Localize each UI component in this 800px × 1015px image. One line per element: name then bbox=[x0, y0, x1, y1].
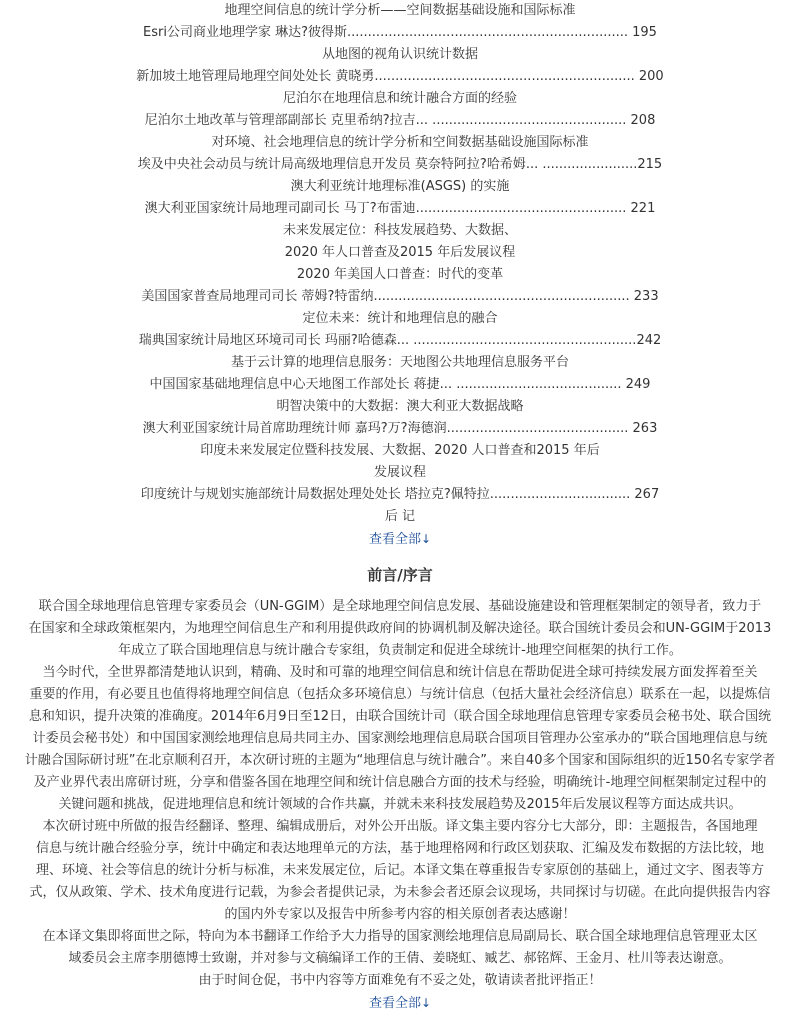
toc-line: 澳大利亚统计地理标准(ASGS) 的实施 bbox=[290, 179, 510, 194]
toc-line: 2020 年人口普查及2015 年后发展议程 bbox=[284, 245, 516, 260]
toc-line: 明智决策中的大数据：澳大利亚大数据战略 bbox=[276, 399, 524, 414]
preface-line: 及产业界代表出席研讨班，分享和借鉴各国在地理空间和统计信息融合方面的技术与经验，明确统计-地理空间框架制定过程中的 bbox=[33, 775, 767, 790]
toc-line: 澳大利亚国家统计局首席助理统计师 嘉玛?万?海德润............................................ 263 bbox=[142, 421, 658, 436]
preface-title: 前言/序言 bbox=[367, 566, 433, 584]
toc-line: 2020 年美国人口普查：时代的变革 bbox=[296, 267, 504, 282]
toc-line: 地理空间信息的统计学分析——空间数据基础设施和国际标准 bbox=[224, 3, 576, 18]
preface-body bbox=[4, 590, 796, 1014]
arrow-down-icon: ↓ bbox=[420, 532, 432, 546]
toc-line: 对环境、社会地理信息的统计学分析和空间数据基础设施国际标准 bbox=[211, 135, 589, 150]
toc-line: 新加坡土地管理局地理空间处处长 黄晓勇............................................................... 200 bbox=[136, 69, 664, 84]
toc-line: 埃及中央社会动员与统计局高级地理信息开发员 莫奈特阿拉?哈希姆... .......................215 bbox=[137, 157, 663, 172]
preface-line: 计委员会秘书处）和中国国家测绘地理信息局共同主办、国家测绘地理信息局联合国项目管理办公室承办的“联合国地理信息与统 bbox=[32, 731, 768, 746]
toc-line: 定位未来：统计和地理信息的融合 bbox=[302, 311, 498, 326]
preface-line: 的国内外专家以及报告中所参考内容的相关原创者表达感谢！ bbox=[224, 907, 576, 922]
preface-line: 年成立了联合国地理信息与统计融合专家组，负责制定和促进全球统计-地理空间框架的执行工作。 bbox=[118, 643, 682, 658]
toc-line: 澳大利亚国家统计局地理司副司长 马丁?布雷迪................................................... 221 bbox=[144, 201, 656, 216]
preface-line: 在本译文集即将面世之际，特向为本书翻译工作给予大力指导的国家测绘地理信息局副局长、联合国全球地理信息管理亚太区 bbox=[42, 929, 758, 944]
preface-line: 重要的作用，有必要且也值得将地理空间信息（包括众多环境信息）与统计信息（包括大量社会经济信息）联系在一起，以提炼信 bbox=[29, 687, 771, 702]
preface-line: 息和知识，提升决策的准确度。2014年6月9日至12日，由联合国统计司（联合国全球地理信息管理专家委员会秘书处、联合国统 bbox=[28, 709, 772, 724]
arrow-down-icon: ↓ bbox=[420, 996, 432, 1010]
preface-line: 当今时代，全世界都清楚地认识到，精确、及时和可靠的地理空间信息和统计信息在帮助促进全球可持续发展方面发挥着至关 bbox=[42, 665, 758, 680]
preface-line: 由于时间仓促，书中内容等方面难免有不妥之处，敬请读者批评指正！ bbox=[198, 973, 602, 988]
toc-line: 发展议程 bbox=[373, 465, 426, 480]
toc-line: 尼泊尔土地改革与管理部副部长 克里希纳?拉吉... ............................................... 208 bbox=[144, 113, 656, 128]
toc-view-all-link[interactable] bbox=[0, 528, 800, 550]
view-all-label: 查看全部 bbox=[368, 996, 421, 1011]
preface-line: 在国家和全球政策框架内，为地理空间信息生产和利用提供政府间的协调机制及解决途径。联合国统计委员会和UN-GGIM于2013 bbox=[28, 621, 772, 636]
toc-line: 印度统计与规划实施部统计局数据处理处处长 塔拉克?佩特拉.................................. 267 bbox=[140, 487, 660, 502]
toc-line: 瑞典国家统计局地区环境司司长 玛丽?哈德森... ......................................................242 bbox=[138, 333, 662, 348]
preface-line: 联合国全球地理信息管理专家委员会（UN-GGIM）是全球地理空间信息发展、基础设施建设和管理框架制定的领导者，致力于 bbox=[38, 599, 762, 614]
toc-line: 未来发展定位：科技发展趋势、大数据、 bbox=[282, 223, 517, 238]
preface-line: 信息与统计融合经验分享，统计中确定和表达地理单元的方法，基于地理格网和行政区划获取、汇编及发布数据的方法比较，地 bbox=[35, 841, 764, 856]
toc-line: Esri公司商业地理学家 琳达?彼得斯.................................................................... 195 bbox=[143, 25, 657, 40]
toc-line: 印度未来发展定位暨科技发展、大数据、2020 人口普查和2015 年后 bbox=[200, 443, 600, 458]
toc-line: 基于云计算的地理信息服务：天地图公共地理信息服务平台 bbox=[230, 355, 569, 370]
toc-line: 尼泊尔在地理信息和统计融合方面的经验 bbox=[282, 91, 517, 106]
preface-line: 式，仅从政策、学术、技术角度进行记载，为参会者提供记录，为未参会者还原会议现场，共同探讨与切磋。在此向提供报告内容 bbox=[29, 885, 771, 900]
preface-line: 关键问题和挑战，促进地理信息和统计领域的合作共赢，并就未来科技发展趋势及2015年后发展议程等方面达成共识。 bbox=[58, 797, 742, 812]
toc-line: 后 记 bbox=[384, 509, 416, 524]
toc-line: 中国国家基础地理信息中心天地图工作部处长 蒋捷... ........................................ 249 bbox=[149, 377, 651, 392]
preface-view-all-link[interactable] bbox=[4, 992, 796, 1014]
preface-line: 计融合国际研讨班”在北京顺利召开，本次研讨班的主题为“地理信息与统计融合”。来自40多个国家和国际组织的近150名专家学者 bbox=[24, 753, 776, 768]
preface-line: 理、环境、社会等信息的统计分析与标准，未来发展定位，后记。本译文集在尊重报告专家原创的基础上，通过文字、图表等方 bbox=[35, 863, 764, 878]
preface-line: 本次研讨班中所做的报告经翻译、整理、编辑成册后，对外公开出版。译文集主要内容分七大部分，即：主题报告，各国地理 bbox=[42, 819, 758, 834]
view-all-label: 查看全部 bbox=[368, 532, 421, 547]
toc-line: 从地图的视角认识统计数据 bbox=[321, 47, 478, 62]
preface-line: 域委员会主席李朋德博士致谢，并对参与文稿编译工作的王倩、姜晓虹、臧艺、郝铭辉、王金月、杜川等表达谢意。 bbox=[68, 951, 732, 966]
toc-line: 美国国家普查局地理司司长 蒂姆?特雷纳.............................................................. 233 bbox=[141, 289, 659, 304]
